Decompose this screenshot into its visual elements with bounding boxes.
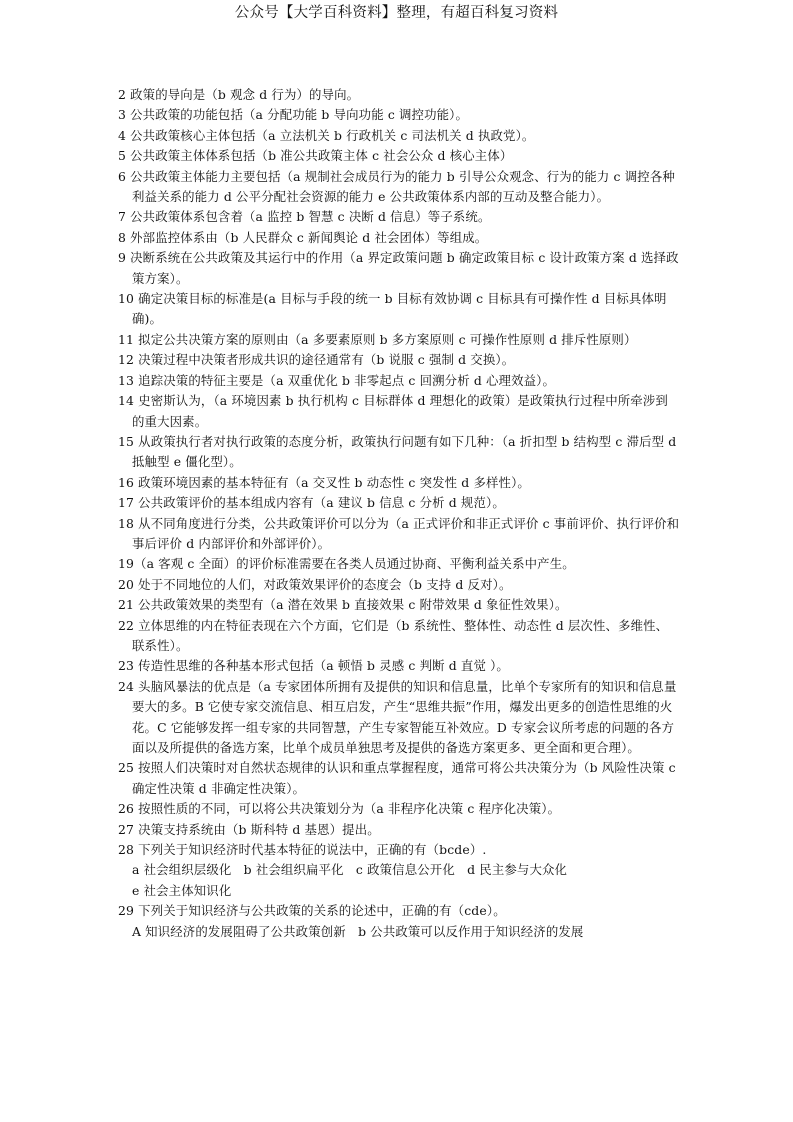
list-item: 18 从不同角度进行分类，公共政策评价可以分为（a 正式评价和非正式评价 c 事前评价、执行评价和事后评价 d 内部评价和外部评价）。 <box>118 515 680 551</box>
list-item: 12 决策过程中决策者形成共识的途径通常有（b 说服 c 强制 d 交换）。 <box>118 352 515 368</box>
list-item: 9 决断系统在公共政策及其运行中的作用（a 界定政策问题 b 确定政策目标 c 设计政策方案 d 选择政策方案）。 <box>118 250 679 286</box>
list-item: 28 下列关于知识经济时代基本特征的说法中，正确的有（bcde）. <box>118 842 487 858</box>
list-item: 13 追踪决策的特征主要是（a 双重优化 b 非零起点 c 回溯分析 d 心理效益）。 <box>118 372 556 388</box>
list-item: 6 公共政策主体能力主要包括（a 规制社会成员行为的能力 b 引导公众观念、行为的能力 c 调控各种利益关系的能力 d 公平分配社会资源的能力 e 公共政策体系内部的互动及整合能力）。 <box>118 168 675 205</box>
list-item: 20 处于不同地位的人们，对政策效果评价的态度会（b 支持 d 反对）。 <box>118 576 512 592</box>
list-item: 11 拟定公共决策方案的原则由（a 多要素原则 b 多方案原则 c 可操作性原则 d 排斥性原则） <box>118 331 637 347</box>
list-item: 10 确定决策目标的标准是(a 目标与手段的统一 b 目标有效协调 c 目标具有可操作性 d 目标具体明确)。 <box>118 291 667 327</box>
question-list <box>118 85 680 942</box>
list-item: 21 公共政策效果的类型有（a 潜在效果 b 直接效果 c 附带效果 d 象征性效果）。 <box>118 597 568 613</box>
item-28-options-line-1: a 社会组织层级化 b 社会组织扁平化 c 政策信息公开化 d 民主参与大众化 <box>132 862 568 878</box>
list-item: 15 从政策执行者对执行政策的态度分析，政策执行问题有如下几种：（a 折扣型 b 结构型 c 滞后型 d 抵触型 e 僵化型）。 <box>118 433 677 470</box>
list-item: 3 公共政策的功能包括（a 分配功能 b 导向功能 c 调控功能）。 <box>118 107 469 123</box>
list-item: 8 外部监控体系由（b 人民群众 c 新闻舆论 d 社会团体）等组成。 <box>118 229 488 245</box>
list-item: 27 决策支持系统由（b 斯科特 d 基恩）提出。 <box>118 821 380 837</box>
page-header: 公众号【大学百科资料】整理，有超百科复习资料 <box>234 5 559 21</box>
list-item: 16 政策环境因素的基本特征有（a 交叉性 b 动态性 c 突发性 d 多样性）。 <box>118 474 530 490</box>
list-item: 26 按照性质的不同，可以将公共决策划分为（a 非程序化决策 c 程序化决策）。 <box>118 801 561 817</box>
list-item: 17 公共政策评价的基本组成内容有（a 建议 b 信息 c 分析 d 规范）。 <box>118 495 505 511</box>
list-item: 2 政策的导向是（b 观念 d 行为）的导向。 <box>118 87 360 102</box>
list-item: 7 公共政策体系包含着（a 监控 b 智慧 c 决断 d 信息）等子系统。 <box>118 209 491 225</box>
list-item: 19（a 客观 c 全面）的评价标准需要在各类人员通过协商、平衡利益关系中产生。 <box>118 556 575 572</box>
list-item: 5 公共政策主体体系包括（b 准公共政策主体 c 社会公众 d 核心主体） <box>118 148 513 164</box>
item-29-options-line-1: A 知识经济的发展阻碍了公共政策创新 b 公共政策可以反作用于知识经济的发展 <box>132 923 584 939</box>
list-item: 29 下列关于知识经济与公共政策的关系的论述中，正确的有（cde）。 <box>118 903 506 919</box>
list-item: 4 公共政策核心主体包括（a 立法机关 b 行政机关 c 司法机关 d 执政党）。 <box>118 127 535 143</box>
list-item: 23 传造性思维的各种基本形式包括（a 顿悟 b 灵感 c 判断 d 直觉 ）。 <box>118 658 509 674</box>
list-item: 24 头脑风暴法的优点是（a 专家团体所拥有及提供的知识和信息量，比单个专家所有的知识和信息量要大的多。B 它使专家交流信息、相互启发，产生“思维共振”作用，爆发出更多的创造性思维的火花。C 它能够发挥一组专家的共同智慧，产生专家智能互补效应。D 专家会议所考虑的问题的各方面以及所提供的备选方案，比单个成员单独思考及提供的备选方案更多、更全面和更合理）。 <box>118 678 677 755</box>
list-item: 25 按照人们决策时对自然状态规律的认识和重点掌握程度，通常可将公共决策分为（b 风险性决策 c 确定性决策 d 非确定性决策）。 <box>118 760 676 796</box>
list-item: 14 史密斯认为，（a 环境因素 b 执行机构 c 目标群体 d 理想化的政策）是政策执行过程中所牵涉到的重大因素。 <box>118 393 668 429</box>
item-28-options-line-2: e 社会主体知识化 <box>132 882 232 898</box>
list-item: 22 立体思维的内在特征表现在六个方面，它们是（b 系统性、整体性、动态性 d 层次性、多维性、联系性）。 <box>118 617 669 653</box>
